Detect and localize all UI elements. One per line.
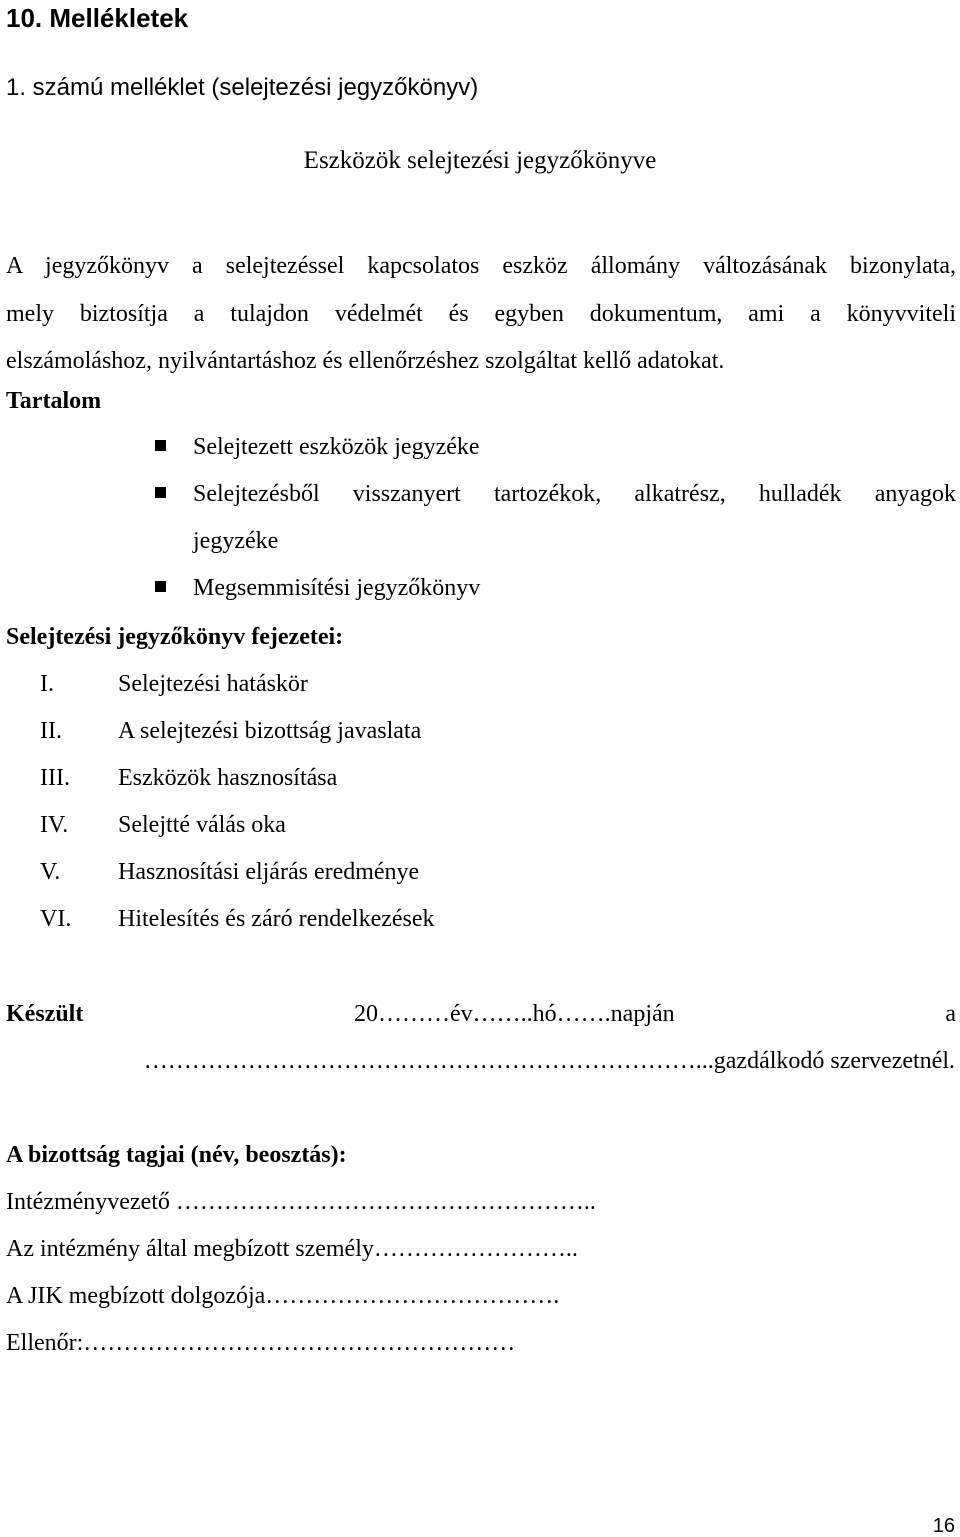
bullet-icon (155, 487, 166, 498)
chapter-title: Hasznosítási eljárás eredménye (118, 859, 420, 885)
intro-line: A jegyzőkönyv a selejtezéssel kapcsolatos eszköz állomány változásának bizonylata, (6, 253, 956, 279)
bullet-icon (155, 581, 166, 592)
bullet-icon (155, 440, 166, 451)
chapter-number: V. (40, 859, 61, 885)
made-label: Készült (6, 1001, 84, 1027)
chapter-title: Selejtté válás oka (118, 812, 286, 838)
signatory-line: Intézményvezető …………………………………………….. (6, 1189, 596, 1215)
chapter-title: Eszközök hasznosítása (118, 765, 338, 791)
chapter-title: A selejtezési bizottság javaslata (118, 718, 422, 744)
chapter-number: IV. (40, 812, 69, 838)
contents-label: Tartalom (6, 388, 102, 414)
signatory-line: Ellenőr:……………………………………………… (6, 1330, 516, 1356)
intro-line: elszámoláshoz, nyilvántartáshoz és ellenőrzéshez szolgáltat kellő adatokat. (6, 348, 725, 374)
chapter-title: Selejtezési hatáskör (118, 671, 308, 697)
signatory-line: Az intézmény által megbízott személy…………………….. (6, 1236, 578, 1262)
section-heading: 10. Mellékletek (6, 3, 189, 33)
intro-line: mely biztosítja a tulajdon védelmét és egyben dokumentum, ami a könyvviteli (6, 300, 956, 327)
intro-paragraph (6, 243, 956, 386)
made-a: a (945, 1001, 956, 1027)
appendix-title: 1. számú melléklet (selejtezési jegyzőkönyv) (6, 74, 479, 101)
chapters-label: Selejtezési jegyzőkönyv fejezetei: (6, 624, 344, 650)
made-organization: ……………………………………………………………...gazdálkodó szervezetnél. (143, 1048, 955, 1074)
chapter-number: VI. (40, 906, 72, 932)
signatory-line: A JIK megbízott dolgozója………………………………. (6, 1283, 560, 1309)
contents-item: Megsemmisítési jegyzőkönyv (193, 575, 481, 601)
chapter-number: I. (40, 671, 54, 697)
contents-item: Selejtezett eszközök jegyzéke (193, 434, 480, 460)
committee-label: A bizottság tagjai (név, beosztás): (6, 1142, 347, 1168)
chapter-number: II. (40, 718, 62, 744)
chapter-title: Hitelesítés és záró rendelkezések (118, 906, 435, 932)
made-line (6, 1002, 956, 1026)
page-number: 16 (932, 1515, 955, 1537)
chapter-number: III. (40, 765, 70, 791)
contents-item: Selejtezésből visszanyert tartozékok, alkatrész, hulladék anyagok jegyzéke (193, 481, 956, 554)
made-date: 20………év……..hó…….napján (354, 1001, 675, 1027)
document-title: Eszközök selejtezési jegyzőkönyve (303, 147, 657, 174)
